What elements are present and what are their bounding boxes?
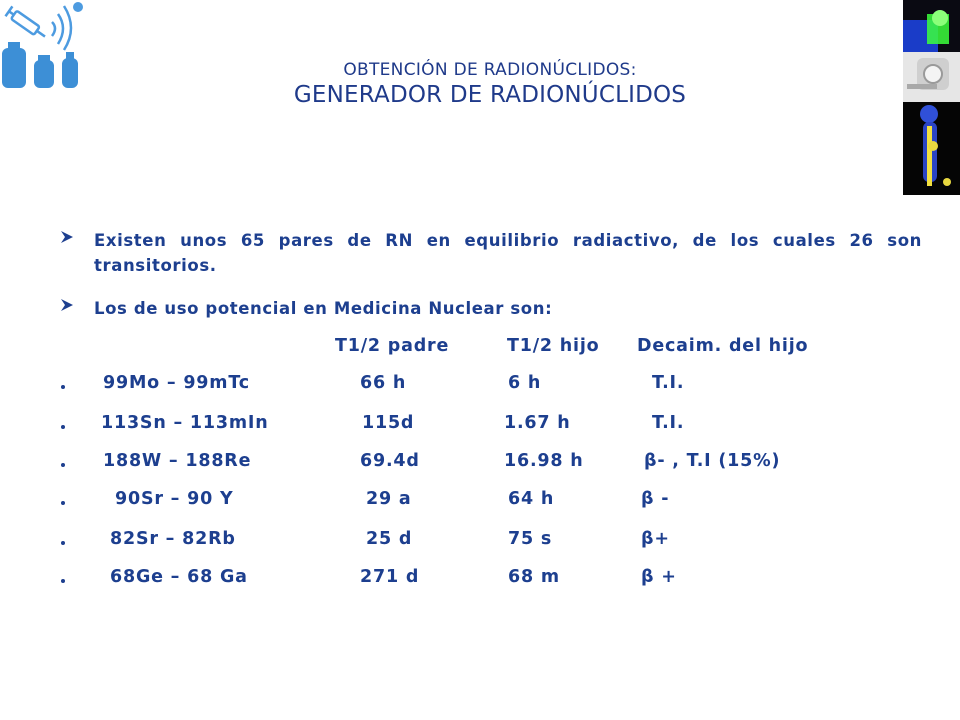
cell-radionuclide-pair: 90Sr – 90 Y xyxy=(115,489,234,509)
slide-title: GENERADOR DE RADIONÚCLIDOS xyxy=(293,82,687,108)
cell-child-halflife: 75 s xyxy=(508,529,553,549)
arrow-bullet-icon xyxy=(60,298,74,312)
cell-child-decay: T.I. xyxy=(652,413,685,433)
green-lab-photo-icon xyxy=(903,0,960,52)
bullet-item xyxy=(60,228,922,278)
cell-parent-halflife: 25 d xyxy=(366,529,413,549)
cell-child-decay: β- , T.I (15%) xyxy=(644,451,781,471)
header-child-decay: Decaim. del hijo xyxy=(637,336,809,356)
cell-parent-halflife: 66 h xyxy=(360,373,407,393)
table-row xyxy=(0,413,960,439)
cell-radionuclide-pair: 99Mo – 99mTc xyxy=(103,373,250,393)
cell-child-halflife: 1.67 h xyxy=(504,413,571,433)
cell-parent-halflife: 29 a xyxy=(366,489,412,509)
cell-parent-halflife: 115d xyxy=(362,413,415,433)
cell-child-halflife: 64 h xyxy=(508,489,555,509)
table-row xyxy=(0,373,960,399)
cell-child-decay: T.I. xyxy=(652,373,685,393)
table-row xyxy=(0,489,960,515)
cell-radionuclide-pair: 113Sn – 113mIn xyxy=(101,413,269,433)
header-child-halflife: T1/2 hijo xyxy=(507,336,600,356)
cell-radionuclide-pair: 188W – 188Re xyxy=(103,451,252,471)
cell-child-halflife: 16.98 h xyxy=(504,451,584,471)
bullet-text: Existen unos 65 pares de RN en equilibrio radiactivo, de los cuales 26 son transitorios. xyxy=(94,231,922,275)
table-row xyxy=(0,529,960,555)
slide-subtitle: OBTENCIÓN DE RADIONÚCLIDOS: xyxy=(343,60,637,80)
cell-radionuclide-pair: 82Sr – 82Rb xyxy=(110,529,236,549)
table-row xyxy=(0,567,960,593)
cell-child-decay: β + xyxy=(641,567,677,587)
pet-body-scan-photo-icon xyxy=(903,102,960,195)
bullet-text: Los de uso potencial en Medicina Nuclear son: xyxy=(94,299,553,318)
pet-scanner-photo-icon xyxy=(903,52,960,102)
cell-radionuclide-pair: 68Ge – 68 Ga xyxy=(110,567,248,587)
header-parent-halflife: T1/2 padre xyxy=(335,336,450,356)
cell-parent-halflife: 69.4d xyxy=(360,451,420,471)
cell-parent-halflife: 271 d xyxy=(360,567,420,587)
radiopharmacy-logo-icon xyxy=(0,0,90,95)
bullet-list xyxy=(60,228,922,321)
table-row xyxy=(0,451,960,477)
cell-child-decay: β+ xyxy=(641,529,670,549)
cell-child-halflife: 6 h xyxy=(508,373,542,393)
bullet-item xyxy=(60,296,922,321)
cell-child-decay: β - xyxy=(641,489,670,509)
arrow-bullet-icon xyxy=(60,230,74,244)
cell-child-halflife: 68 m xyxy=(508,567,560,587)
side-image-strip xyxy=(903,0,960,195)
table-header xyxy=(0,336,960,362)
